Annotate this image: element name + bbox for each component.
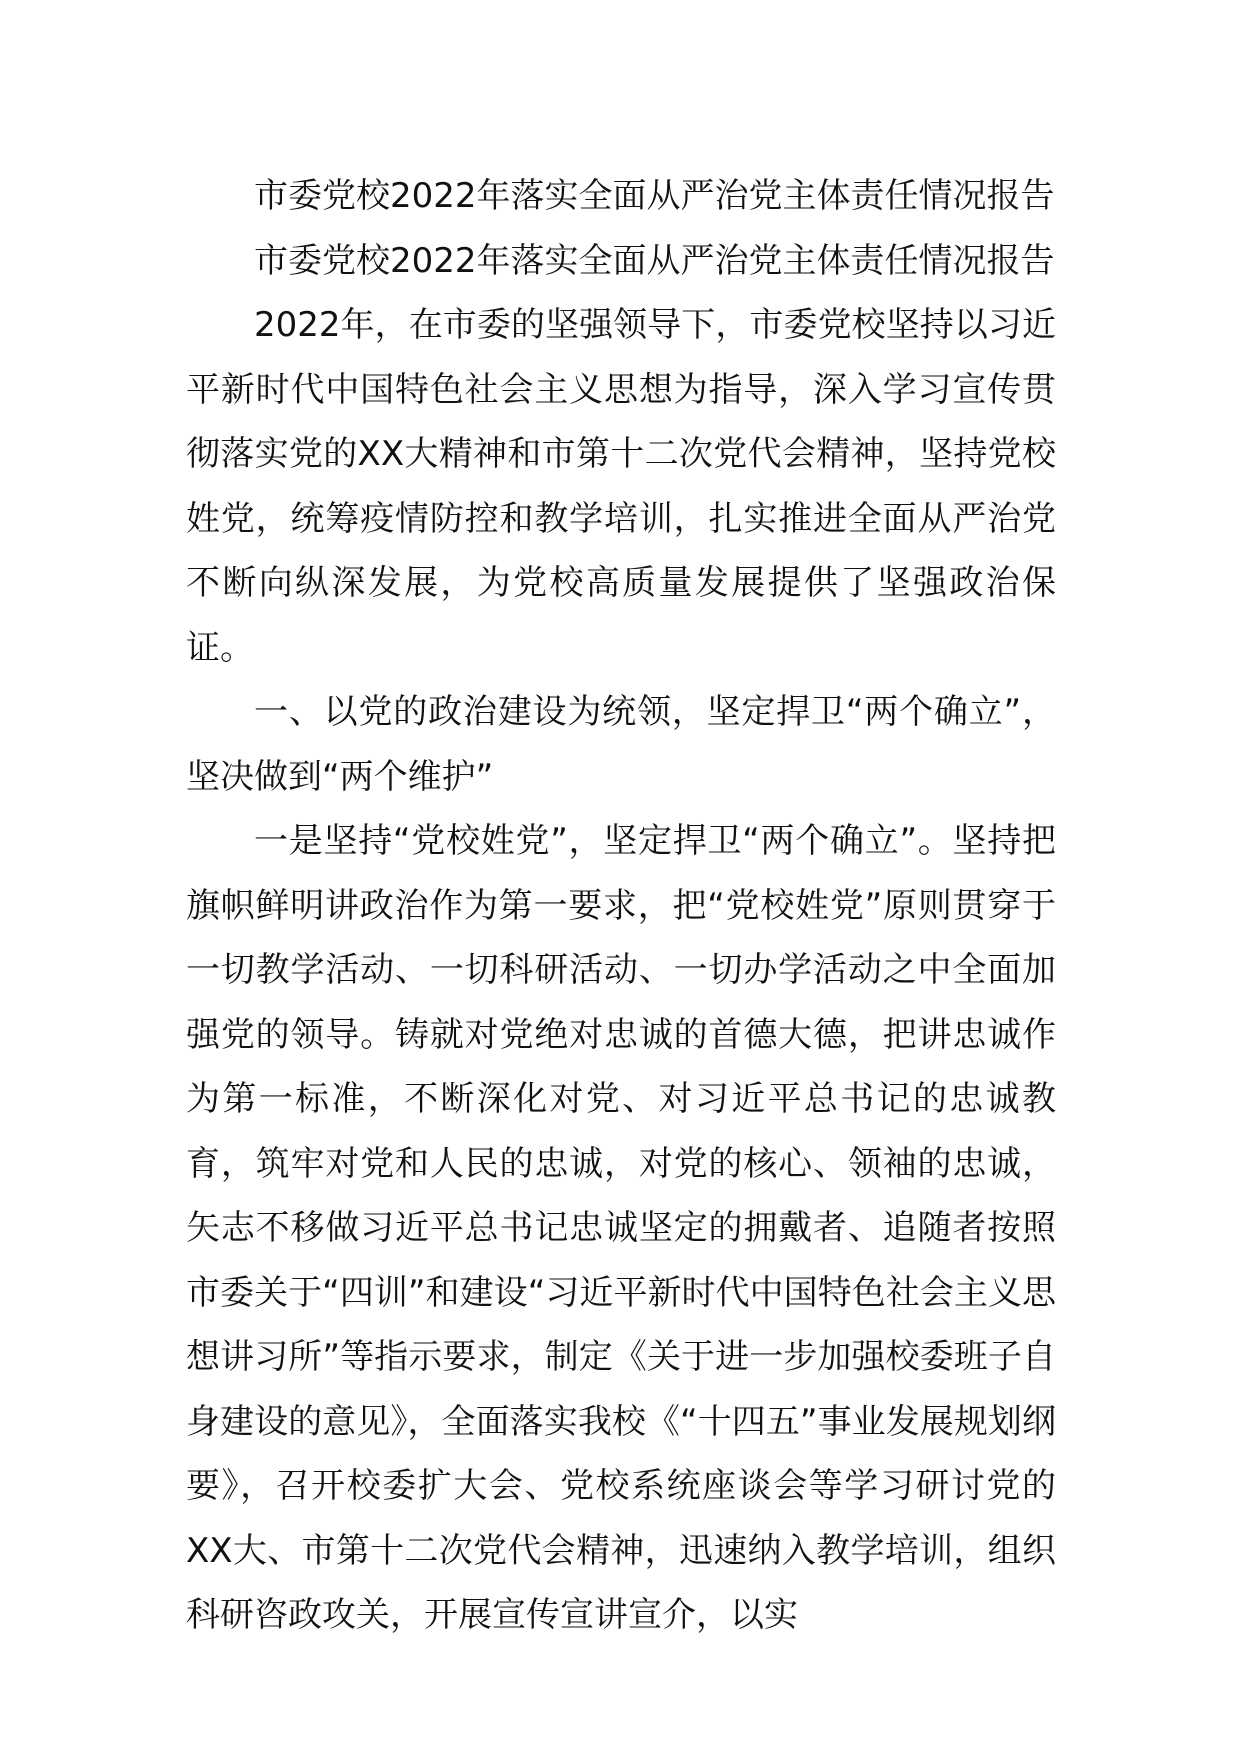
document-body xyxy=(186,164,1056,1648)
intro-paragraph: 2022年，在市委的坚强领导下，市委党校坚持以习近平新时代中国特色社会主义思想为指导，深入学习宣传贯彻落实党的XX大精神和市第十二次党代会精神，坚持党校姓党，统筹疫情防控和教学培训，扎实推进全面从严治党不断向纵深发展，为党校高质量发展提供了坚强政治保证。 xyxy=(186,305,1056,668)
section-heading-1: 一、以党的政治建设为统领，坚定捍卫“两个确立”，坚决做到“两个维护” xyxy=(186,692,1056,797)
document-title-repeat: 市委党校2022年落实全面从严治党主体责任情况报告 xyxy=(254,240,1055,281)
document-title: 市委党校2022年落实全面从严治党主体责任情况报告 xyxy=(254,176,1055,216)
body-paragraph-1: 一是坚持“党校姓党”，坚定捍卫“两个确立”。坚持把旗帜鲜明讲政治作为第一要求，把“党校姓党”原则贯穿于一切教学活动、一切科研活动、一切办学活动之中全面加强党的领导。铸就对党绝对忠诚的首德大德，把讲忠诚作为第一标准，不断深化对党、对习近平总书记的忠诚教育，筑牢对党和人民的忠诚，对党的核心、领袖的忠诚，矢志不移做习近平总书记忠诚坚定的拥戴者、追随者按照市委关于“四训”和建设“习近平新时代中国特色社会主义思想讲习所”等指示要求，制定《关于进一步加强校委班子自身建设的意见》，全面落实我校《“十四五”事业发展规划纲要》，召开校委扩大会、党校系统座谈会等学习研讨党的XX大、市第十二次党代会精神，迅速纳入教学培训，组织科研咨政攻关，开展宣传宣讲宣介，以实 xyxy=(186,821,1056,1635)
